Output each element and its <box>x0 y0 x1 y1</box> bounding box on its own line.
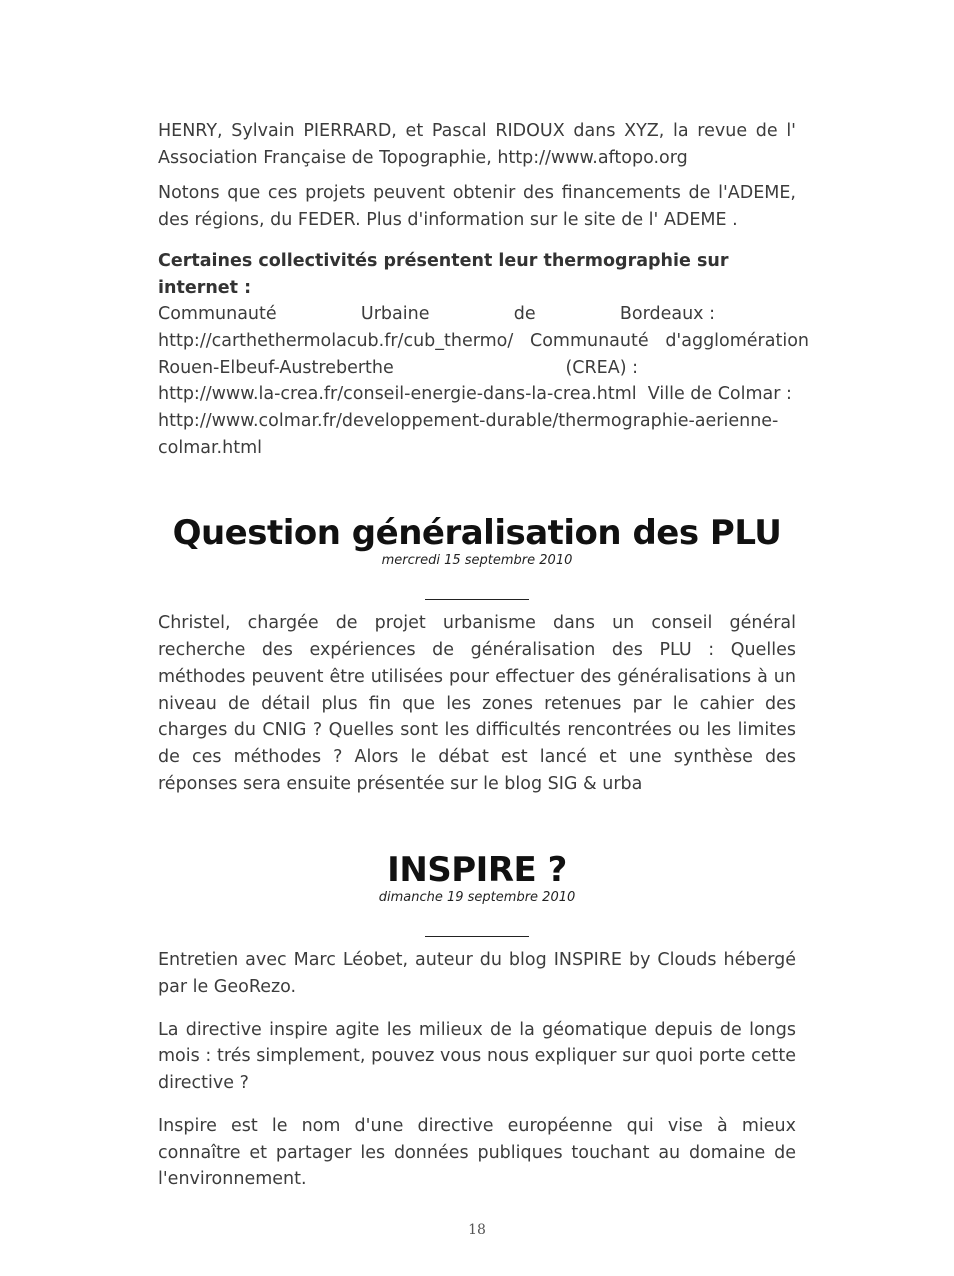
links-line-2-word: Communauté <box>529 330 649 351</box>
section-body-inspire-intro: Entretien avec Marc Léobet, auteur du blog INSPIRE by Clouds hébergé par le GeoRezo. <box>158 950 796 998</box>
links-line-1-word: Bordeaux : <box>619 304 715 325</box>
links-line-3-word: Rouen-Elbeuf-Austreberthe <box>158 357 394 378</box>
page-number: 18 <box>468 1222 486 1238</box>
links-line-3 <box>158 355 638 382</box>
section-title-inspire: INSPIRE ? <box>387 850 567 891</box>
page-content <box>158 118 809 1202</box>
links-line-1-word: Communauté <box>158 304 277 325</box>
section-body-inspire-question: La directive inspire agite les milieux de la géomatique depuis de longs mois : trés simplement, pouvez vous nous expliquer sur quoi porte cette directive ? <box>158 1019 796 1094</box>
section-body-inspire-answer: Inspire est le nom d'une directive européenne qui vise à mieux connaître et partager les données publiques touchant au domaine de l'environnement. <box>158 1115 796 1190</box>
colmar-link-line[interactable]: http://www.colmar.fr/developpement-durable/thermographie-aerienne- <box>158 411 779 432</box>
section-body-plu: Christel, chargée de projet urbanisme dans un conseil général recherche des expériences de généralisation des PLU : Quelles méthodes peuvent être utilisées pour effectuer des généralisations à un niveau de détail plus fin que les zones retenues par le cahier des charges du CNIG ? Quelles sont les difficultés rencontrées ou les limites de ces méthodes ? Alors le débat est lancé et une synthèse des réponses sera ensuite présentée sur le blog SIG & urba <box>158 613 796 794</box>
crea-link-line[interactable]: http://www.la-crea.fr/conseil-energie-dans-la-crea.html Ville de Colmar : <box>158 384 792 405</box>
links-line-2-word: d'agglomération <box>665 330 809 351</box>
cub-thermo-link[interactable]: http://carthethermolacub.fr/cub_thermo/ <box>158 330 514 351</box>
collectivites-heading-text: Certaines collectivités présentent leur thermographie sur internet : <box>158 250 729 298</box>
intro-paragraph-references: HENRY, Sylvain PIERRARD, et Pascal RIDOUX dans XYZ, la revue de l' Association Française de Topographie, http://www.aftopo.org <box>158 121 796 168</box>
section-divider <box>425 599 529 600</box>
links-line-2 <box>158 328 809 355</box>
links-line-1 <box>158 301 715 328</box>
section-date-plu: mercredi 15 septembre 2010 <box>381 553 573 569</box>
collectivites-heading <box>158 248 796 301</box>
links-line-1-word: Urbaine <box>360 304 430 325</box>
section-date-inspire: dimanche 19 septembre 2010 <box>378 890 576 906</box>
intro-paragraph-funding: Notons que ces projets peuvent obtenir des financements de l'ADEME, des régions, du FEDER. Plus d'information sur le site de l' ADEME . <box>158 183 796 231</box>
section-divider <box>425 936 529 937</box>
colmar-link-line-end[interactable]: colmar.html <box>158 437 262 458</box>
section-title-plu: Question généralisation des PLU <box>172 513 782 554</box>
links-line-1-word: de <box>513 304 536 325</box>
links-line-3-word: (CREA) : <box>565 357 638 378</box>
